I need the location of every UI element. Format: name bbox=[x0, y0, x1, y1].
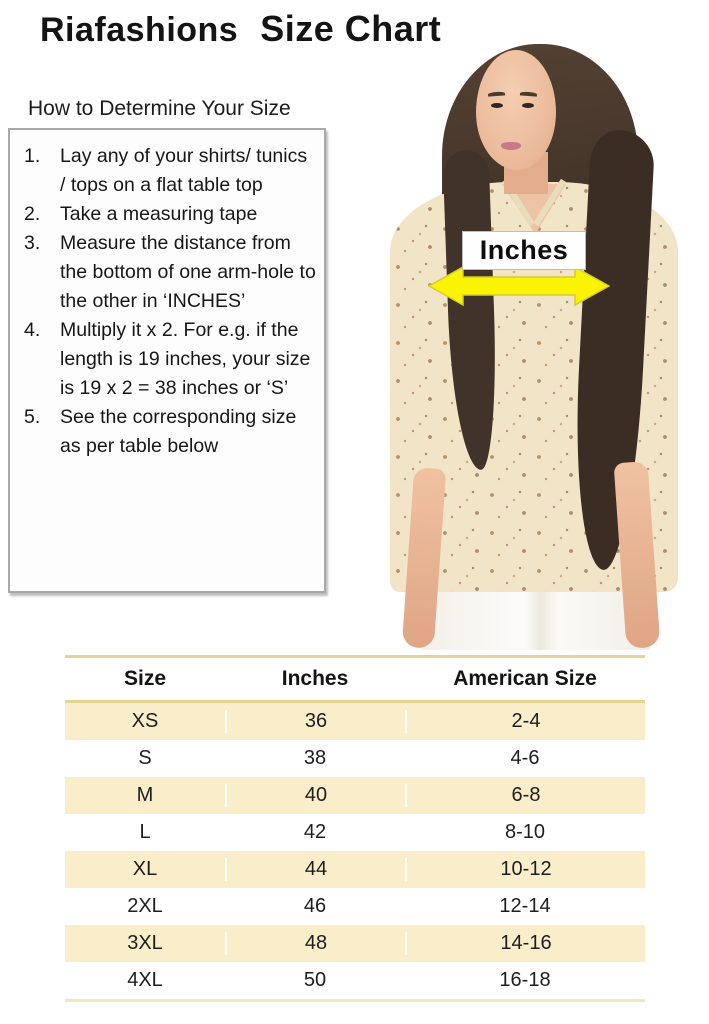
instruction-step: Take a measuring tape bbox=[60, 203, 258, 225]
cell-inches: 46 bbox=[303, 895, 327, 917]
cell-size: L bbox=[139, 821, 151, 843]
model-photo bbox=[356, 0, 709, 650]
cell-size: S bbox=[138, 747, 152, 769]
table-row bbox=[65, 888, 645, 925]
cell-inches: 50 bbox=[303, 969, 327, 991]
instruction-step: See the corresponding size as per table below bbox=[60, 406, 297, 457]
instruction-step: Measure the distance from the bottom of one arm-hole to the other in ‘INCHES’ bbox=[60, 232, 316, 312]
page-title: Size Chart bbox=[260, 8, 442, 49]
cell-american-size: 6-8 bbox=[405, 784, 645, 807]
cell-size: 4XL bbox=[127, 969, 163, 991]
cell-inches: 48 bbox=[225, 932, 405, 955]
instructions-list bbox=[10, 130, 324, 461]
brand-name: Riafashions bbox=[40, 11, 239, 49]
cell-size: XL bbox=[132, 858, 158, 880]
table-row bbox=[65, 962, 645, 999]
column-header-size: Size bbox=[123, 667, 167, 690]
lips bbox=[501, 142, 521, 150]
cell-inches: 38 bbox=[303, 747, 327, 769]
cell-inches: 44 bbox=[225, 858, 405, 881]
size-table bbox=[65, 655, 645, 1002]
column-header-inches: Inches bbox=[281, 667, 349, 690]
cell-american-size: 10-12 bbox=[405, 858, 645, 881]
how-to-heading: How to Determine Your Size bbox=[28, 97, 291, 120]
cell-size: XS bbox=[131, 710, 159, 732]
instructions-box bbox=[8, 128, 326, 593]
table-row bbox=[65, 703, 645, 740]
eye bbox=[522, 103, 534, 108]
measurement-arrow-icon bbox=[428, 264, 610, 308]
cell-american-size: 2-4 bbox=[405, 710, 645, 733]
eye bbox=[491, 103, 503, 108]
table-row bbox=[65, 814, 645, 851]
cell-american-size: 4-6 bbox=[510, 747, 540, 769]
column-header-american-size: American Size bbox=[453, 667, 597, 690]
cell-american-size: 14-16 bbox=[405, 932, 645, 955]
table-bottom-rule bbox=[65, 999, 645, 1002]
table-row bbox=[65, 777, 645, 814]
model-face bbox=[476, 50, 556, 170]
cell-size: 3XL bbox=[127, 932, 163, 954]
table-row bbox=[65, 851, 645, 888]
cell-inches: 42 bbox=[303, 821, 327, 843]
table-row bbox=[65, 740, 645, 777]
inches-measure-label: Inches bbox=[462, 231, 586, 270]
cell-size: 2XL bbox=[127, 895, 163, 917]
instruction-step: Lay any of your shirts/ tunics / tops on a flat table top bbox=[60, 145, 308, 196]
cell-american-size: 12-14 bbox=[499, 895, 551, 917]
cell-size: M bbox=[136, 784, 154, 806]
instruction-step: Multiply it x 2. For e.g. if the length is 19 inches, your size is 19 x 2 = 38 inches or ‘S’ bbox=[60, 319, 311, 399]
table-row bbox=[65, 925, 645, 962]
cell-american-size: 16-18 bbox=[499, 969, 551, 991]
cell-inches: 36 bbox=[225, 710, 405, 733]
table-header-row bbox=[65, 658, 645, 700]
cell-american-size: 8-10 bbox=[504, 821, 546, 843]
cell-inches: 40 bbox=[225, 784, 405, 807]
